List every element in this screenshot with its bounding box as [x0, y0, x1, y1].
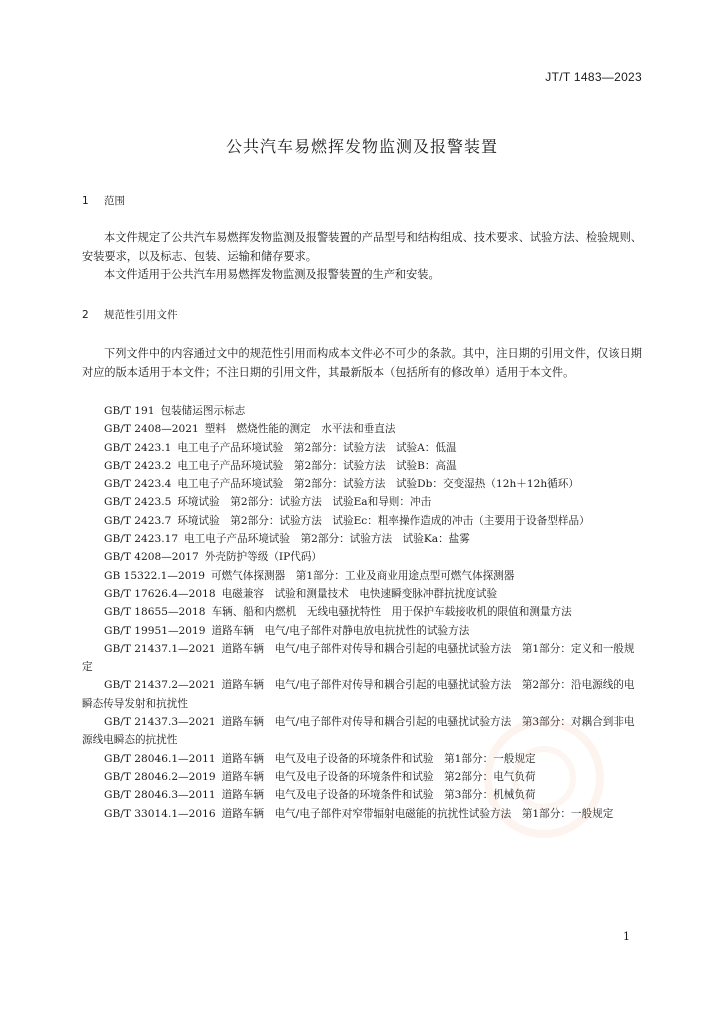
reference-title: 包装储运图示标志 [160, 405, 246, 417]
reference-title: 环境试验 第2部分：试验方法 试验Ea和导则：冲击 [177, 496, 432, 509]
reference-title: 塑料 燃烧性能的测定 水平法和垂直法 [204, 423, 396, 436]
section-number: 1 [82, 195, 89, 207]
reference-code: GB/T 21437.2—2021 [104, 679, 216, 692]
document-title: 公共汽车易燃挥发物监测及报警装置 [225, 137, 498, 156]
reference-title: 环境试验 第2部分：试验方法 试验Ec：粗率操作造成的冲击（主要用于设备型样品） [177, 514, 590, 527]
reference-title: 道路车辆 电气/电子部件对传导和耦合引起的电骚扰试验方法 第1部分：定义和一般规定 [82, 642, 635, 674]
reference-code: GB/T 28046.2—2019 [104, 770, 216, 783]
section-heading-references [82, 307, 178, 322]
section-title: 范围 [104, 195, 125, 207]
reference-title: 道路车辆 电气/电子部件对静电放电抗扰性的试验方法 [211, 624, 470, 637]
reference-code: GB/T 2423.5 [104, 496, 172, 509]
reference-item [82, 548, 642, 566]
standard-number: JT/T 1483—2023 [545, 70, 642, 84]
reference-item [82, 530, 642, 548]
reference-code: GB/T 2423.7 [104, 514, 172, 527]
references-intro [82, 345, 642, 382]
reference-title: 外壳防护等级（IP代码） [204, 551, 323, 564]
reference-title: 电工电子产品环境试验 第2部分：试验方法 试验B：高温 [177, 459, 457, 472]
reference-title: 电工电子产品环境试验 第2部分：试验方法 试验A：低温 [177, 441, 457, 454]
reference-code: GB/T 33014.1—2016 [104, 807, 216, 820]
reference-item [82, 457, 642, 475]
reference-title: 道路车辆 电气/电子部件对窄带辐射电磁能的抗扰性试验方法 第1部分：一般规定 [221, 807, 614, 820]
reference-code: GB/T 21437.1—2021 [104, 642, 216, 655]
reference-item [82, 676, 642, 713]
reference-title: 车辆、船和内燃机 无线电骚扰特性 用于保护车载接收机的限值和测量方法 [211, 606, 572, 619]
reference-item [82, 512, 642, 530]
reference-code: GB/T 2408—2021 [104, 423, 199, 436]
reference-item [82, 402, 642, 420]
scope-paragraph: 本文件规定了公共汽车易燃挥发物监测及报警装置的产品型号和结构组成、技术要求、试验方法、检验规则、安装要求，以及标志、包装、运输和储存要求。 [82, 231, 642, 263]
reference-item [82, 567, 642, 585]
reference-item [82, 475, 642, 493]
reference-item [82, 585, 642, 603]
page-number: 1 [623, 930, 630, 943]
reference-title: 道路车辆 电气及电子设备的环境条件和试验 第3部分：机械负荷 [221, 789, 536, 802]
reference-code: GB/T 17626.4—2018 [104, 587, 216, 600]
reference-title: 道路车辆 电气/电子部件对传导和耦合引起的电骚扰试验方法 第3部分：对耦合到非电源线电瞬态的抗扰性 [82, 716, 635, 747]
reference-title: 电工电子产品环境试验 第2部分：试验方法 试验Db：交变湿热（12h＋12h循环） [177, 478, 579, 491]
reference-item [82, 420, 642, 438]
seal-watermark [484, 718, 604, 838]
reference-title: 电磁兼容 试验和测量技术 电快速瞬变脉冲群抗扰度试验 [221, 587, 498, 600]
scope-paragraph: 本文件适用于公共汽车用易燃挥发物监测及报警装置的生产和安装。 [104, 268, 440, 282]
reference-item [82, 493, 642, 511]
reference-code: GB/T 21437.3—2021 [104, 716, 216, 729]
reference-item [82, 603, 642, 621]
reference-title: 道路车辆 电气/电子部件对传导和耦合引起的电骚扰试验方法 第2部分：沿电源线的电瞬态传导发射和抗扰性 [82, 679, 635, 710]
reference-title: 电工电子产品环境试验 第2部分：试验方法 试验Ka：盐雾 [184, 533, 470, 546]
reference-code: GB/T 28046.3—2011 [104, 789, 216, 802]
reference-code: GB/T 2423.1 [104, 441, 172, 454]
reference-title: 道路车辆 电气及电子设备的环境条件和试验 第2部分：电气负荷 [221, 770, 536, 783]
reference-code: GB/T 18655—2018 [104, 606, 206, 619]
section-title: 规范性引用文件 [104, 309, 178, 321]
reference-code: GB/T 4208—2017 [104, 551, 199, 564]
reference-code: GB/T 2423.4 [104, 478, 172, 491]
reference-code: GB/T 2423.17 [104, 533, 179, 546]
reference-title: 可燃气体探测器 第1部分：工业及商业用途点型可燃气体探测器 [210, 569, 515, 582]
reference-code: GB/T 19951—2019 [104, 624, 206, 637]
references-intro-paragraph: 下列文件中的内容通过文中的规范性引用而构成本文件必不可少的条款。其中，注日期的引用文件，仅该日期对应的版本适用于本文件；不注日期的引用文件，其最新版本（包括所有的修改单）适用于本文件。 [82, 347, 642, 379]
reference-code: GB 15322.1—2019 [104, 569, 205, 582]
reference-code: GB/T 191 [104, 405, 155, 417]
reference-code: GB/T 28046.1—2011 [104, 752, 216, 765]
reference-item [82, 439, 642, 457]
reference-item [82, 622, 642, 640]
section-number: 2 [82, 309, 89, 321]
reference-title: 道路车辆 电气及电子设备的环境条件和试验 第1部分：一般规定 [221, 752, 536, 765]
section-heading-scope [82, 193, 125, 208]
reference-item [82, 640, 642, 677]
scope-body [82, 229, 642, 285]
reference-code: GB/T 2423.2 [104, 459, 172, 472]
